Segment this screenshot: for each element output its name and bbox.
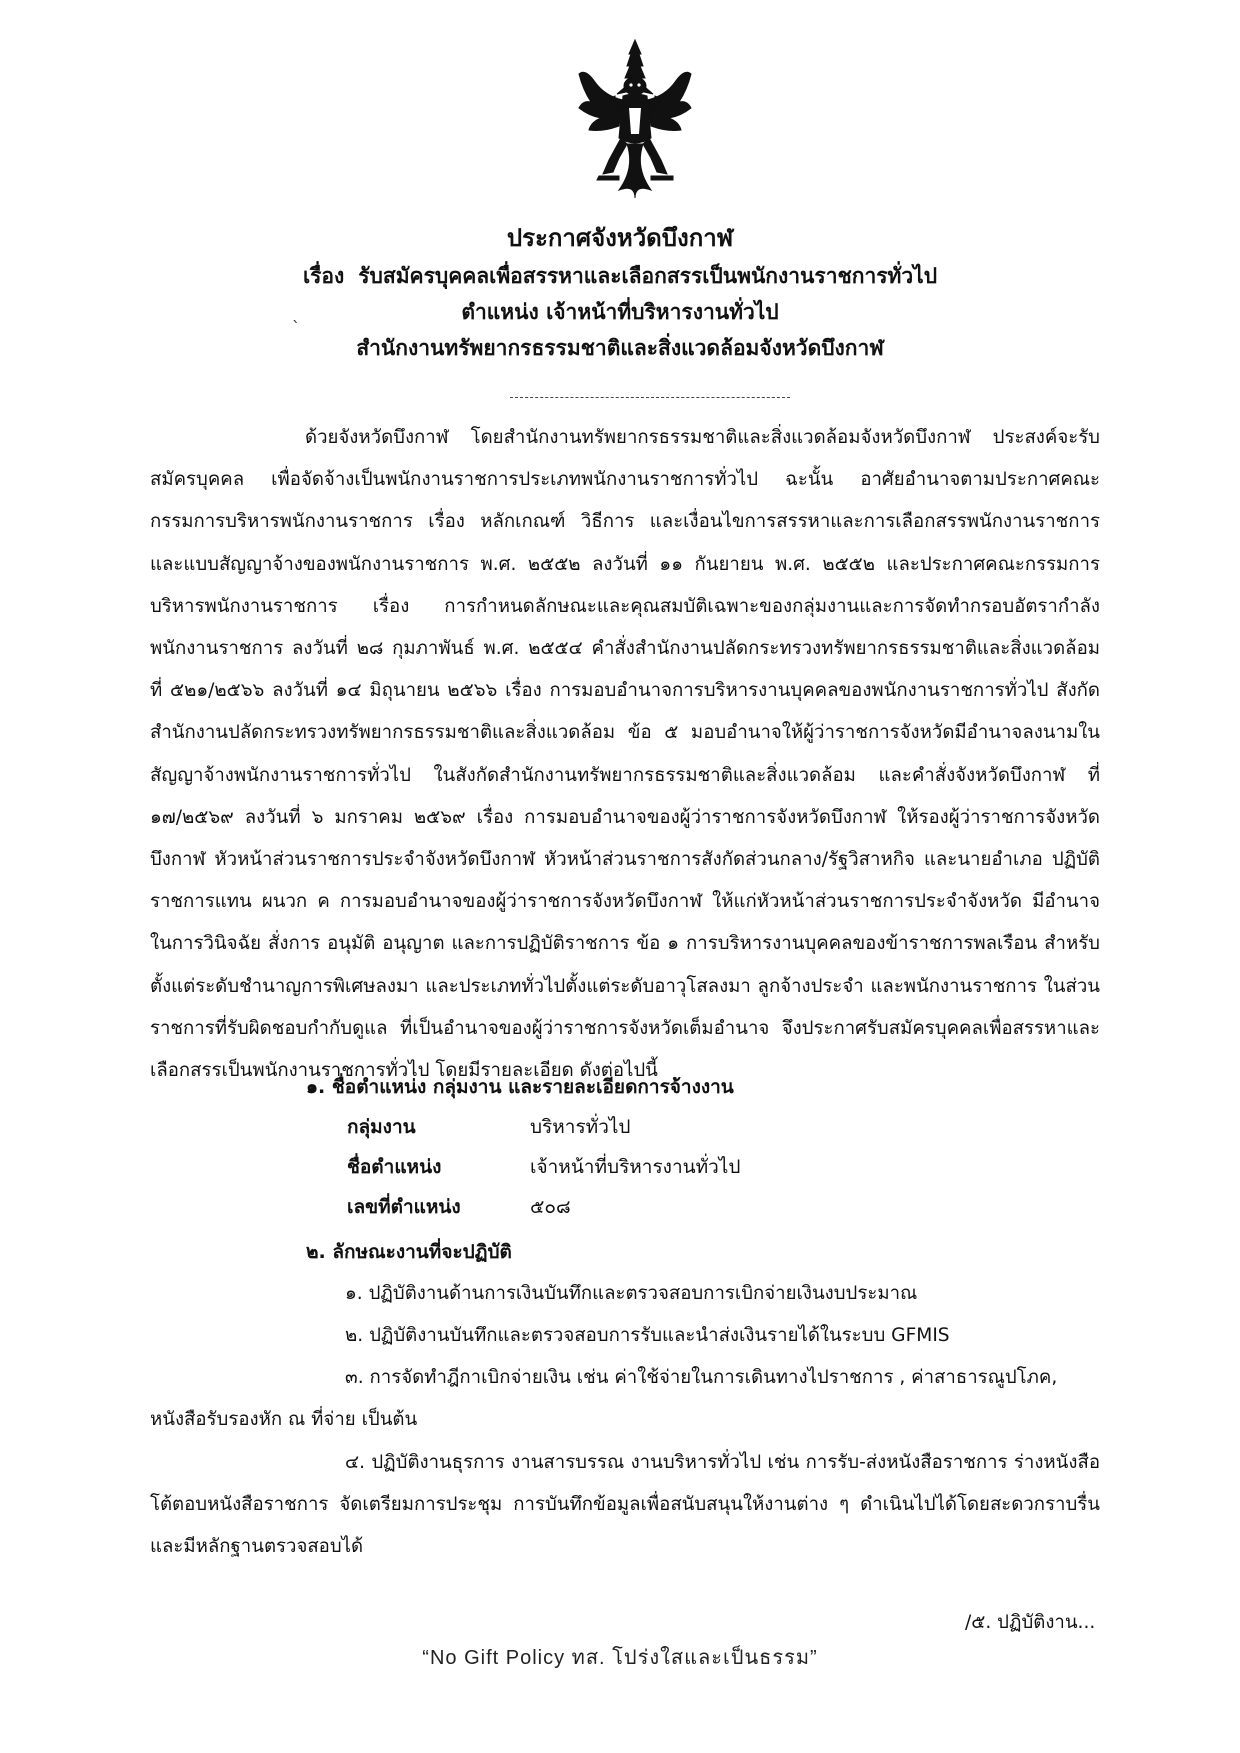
detail-row-position-number [347, 1187, 571, 1227]
stray-mark-icon: ˋ [292, 318, 300, 337]
duty-item-1: ๑. ปฏิบัติงานด้านการเงินบันทึกและตรวจสอบการเบิกจ่ายเงินงบประมาณ [345, 1283, 918, 1304]
main-paragraph: ด้วยจังหวัดบึงกาฬ โดยสำนักงานทรัพยากรธรรมชาติและสิ่งแวดล้อมจังหวัดบึงกาฬ ประสงค์จะรับสมัครบุคคล เพื่อจัดจ้างเป็นพนักงานราชการประเภทพนักงานราชการทั่วไป ฉะนั้น อาศัยอำนาจตามประกาศคณะกรรมการบริหารพนักงานราชการ เรื่อง หลักเกณฑ์ วิธีการ และเงื่อนไขการสรรหาและการเลือกสรรพนักงานราชการ และแบบสัญญาจ้างของพนักงานราชการ พ.ศ. ๒๕๕๒ ลงวันที่ ๑๑ กันยายน พ.ศ. ๒๕๕๒ และประกาศคณะกรรมการบริหารพนักงานราชการ เรื่อง การกำหนดลักษณะและคุณสมบัติเฉพาะของกลุ่มงานและการจัดทำกรอบอัตรากำลังพนักงานราชการ ลงวันที่ ๒๘ กุมภาพันธ์ พ.ศ. ๒๕๕๔ คำสั่งสำนักงานปลัดกระทรวงทรัพยากรธรรมชาติและสิ่งแวดล้อม ที่ ๕๒๑/๒๕๖๖ ลงวันที่ ๑๔ มิถุนายน ๒๕๖๖ เรื่อง การมอบอำนาจการบริหารงานบุคคลของพนักงานราชการทั่วไป สังกัดสำนักงานปลัดกระทรวงทรัพยากรธรรมชาติและสิ่งแวดล้อม ข้อ ๕ มอบอำนาจให้ผู้ว่าราชการจังหวัดมีอำนาจลงนามในสัญญาจ้างพนักงานราชการทั่วไป ในสังกัดสำนักงานทรัพยากรธรรมชาติและสิ่งแวดล้อม และคำสั่งจังหวัดบึงกาฬ ที่ ๑๗/๒๕๖๙ ลงวันที่ ๖ มกราคม ๒๕๖๙ เรื่อง การมอบอำนาจของผู้ว่าราชการจังหวัดบึงกาฬ ให้รองผู้ว่าราชการจังหวัดบึงกาฬ หัวหน้าส่วนราชการประจำจังหวัดบึงกาฬ หัวหน้าส่วนราชการสังกัดส่วนกลาง/รัฐวิสาหกิจ และนายอำเภอ ปฏิบัติราชการแทน ผนวก ค การมอบอำนาจของผู้ว่าราชการจังหวัดบึงกาฬ ให้แก่หัวหน้าส่วนราชการประจำจังหวัด มีอำนาจในการวินิจฉัย สั่งการ อนุมัติ อนุญาต และการปฏิบัติราชการ ข้อ ๑ การบริหารงานบุคคลของข้าราชการพลเรือน สำหรับตั้งแต่ระดับชำนาญการพิเศษลงมา และประเภททั่วไปตั้งแต่ระดับอาวุโสลงมา ลูกจ้างประจำ และพนักงานราชการ ในส่วนราชการที่รับผิดชอบกำกับดูแล ที่เป็นอำนาจของผู้ว่าราชการจังหวัดเต็มอำนาจ จึงประกาศรับสมัครบุคคลเพื่อสรรหาและเลือกสรรเป็นพนักงานราชการทั่วไป โดยมีรายละเอียด ดังต่อไปนี้ [150, 427, 1100, 1082]
section-1-heading: ๑. ชื่อตำแหน่ง กลุ่มงาน และรายละเอียดการจ้างงาน [306, 1076, 734, 1098]
footer-slogan: “No Gift Policy ทส. โปร่งใสและเป็นธรรม” [422, 1647, 818, 1669]
duty-item-4: ๔. ปฏิบัติงานธุรการ งานสารบรรณ งานบริหารทั่วไป เช่น การรับ-ส่งหนังสือราชการ ร่างหนังสือโต้ตอบหนังสือราชการ จัดเตรียมการประชุม การบันทึกข้อมูลเพื่อสนับสนุนให้งานต่าง ๆ ดำเนินไปได้โดยสะดวกราบรื่นและมีหลักฐานตรวจสอบได้ [150, 1452, 1100, 1557]
detail-row-position-name [347, 1147, 740, 1187]
garuda-emblem-icon [575, 38, 695, 198]
announcement-title: ประกาศจังหวัดบึงกาฬ [506, 224, 734, 252]
duty-item-3-continued: หนังสือรับรองหัก ณ ที่จ่าย เป็นต้น [150, 1409, 418, 1430]
detail-value: บริหารทั่วไป [530, 1116, 631, 1138]
section-2-heading: ๒. ลักษณะงานที่จะปฏิบัติ [306, 1241, 512, 1263]
announcement-position: ตำแหน่ง เจ้าหน้าที่บริหารงานทั่วไป [461, 300, 779, 324]
detail-value: เจ้าหน้าที่บริหารงานทั่วไป [530, 1156, 741, 1178]
announcement-office: สำนักงานทรัพยากรธรรมชาติและสิ่งแวดล้อมจังหวัดบึงกาฬ [356, 336, 884, 360]
subject-label: เรื่อง [302, 264, 345, 288]
page-continued-note: /๕. ปฏิบัติงาน... [965, 1612, 1096, 1633]
detail-value: ๕๐๘ [530, 1196, 571, 1218]
duty-item-3: ๓. การจัดทำฎีกาเบิกจ่ายเงิน เช่น ค่าใช้จ่ายในการเดินทางไปราชการ , ค่าสาธารณูปโภค, [345, 1367, 1058, 1388]
announcement-subject [0, 258, 1240, 294]
dashed-divider [510, 397, 790, 398]
title-block [0, 218, 1240, 366]
subject-text: รับสมัครบุคคลเพื่อสรรหาและเลือกสรรเป็นพนักงานราชการทั่วไป [358, 264, 938, 288]
detail-label: ชื่อตำแหน่ง [347, 1156, 442, 1178]
detail-label: เลขที่ตำแหน่ง [347, 1196, 461, 1218]
detail-row-job-group [347, 1107, 630, 1147]
detail-label: กลุ่มงาน [347, 1116, 416, 1138]
duty-item-2: ๒. ปฏิบัติงานบันทึกและตรวจสอบการรับและนำส่งเงินรายได้ในระบบ GFMIS [345, 1325, 950, 1346]
